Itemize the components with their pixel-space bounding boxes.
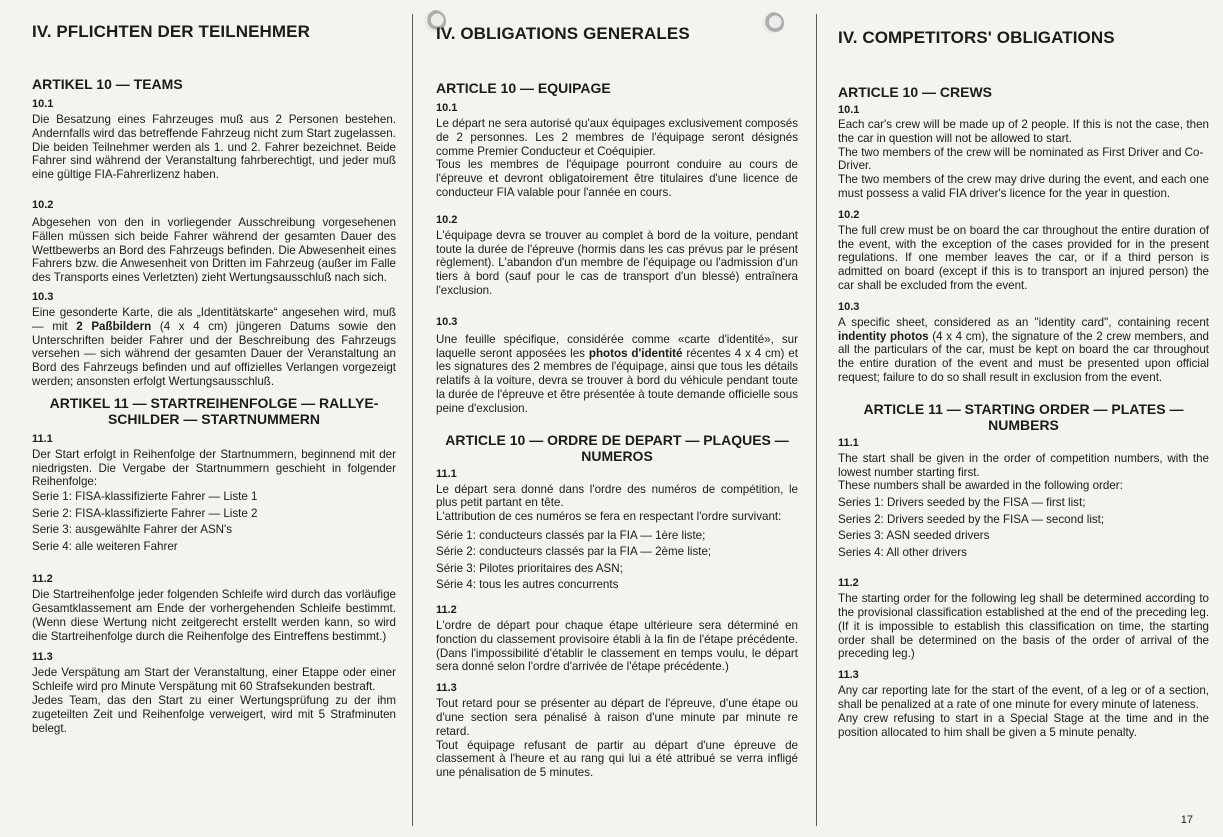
bold-term: photos d'identité xyxy=(588,346,683,360)
section-title: IV. COMPETITORS' OBLIGATIONS xyxy=(838,28,1115,47)
article-11-title: ARTICLE 11 — STARTING ORDER — PLATES — NUMBERS xyxy=(863,400,1184,433)
subsection-number: 10.2 xyxy=(838,208,860,221)
article-11-title: ARTIKEL 11 — STARTREIHENFOLGE — RALLYE- SCHILDER — STARTNUMMERN xyxy=(49,394,379,427)
paragraph: Der Start erfolgt in Reihenfolge der Startnummern, beginnend mit der niedrigsten. Die Vergabe der Startnummern geschieht in folgender Reihenfolge: xyxy=(32,447,396,489)
list-item: Series 2: Drivers seeded by the FISA — second list; xyxy=(838,512,1105,526)
subsection-number: 11.2 xyxy=(838,577,859,590)
paragraph: L'attribution de ces numéros se fera en respectant l'ordre survivant: xyxy=(436,510,782,524)
column-divider-right xyxy=(816,14,817,826)
subsection-number: 10.3 xyxy=(436,315,458,328)
paragraph: Tout retard pour se présenter au départ de l'épreuve, d'une étape ou d'une section sera pénalisé à raison d'une minute par minute re retard. xyxy=(436,697,798,738)
list-item: Serie 3: ausgewählte Fahrer der ASN's xyxy=(32,523,233,537)
article-10-title: ARTIKEL 10 — TEAMS xyxy=(32,76,183,92)
list-item: Serie 2: FISA-klassifizierte Fahrer — Liste 2 xyxy=(32,506,258,520)
list-item: Série 4: tous les autres concurrents xyxy=(436,578,619,592)
subsection-number: 10.3 xyxy=(32,290,54,303)
paragraph: Abgesehen von den in vorliegender Ausschreibung vorgesehenen Fällen müssen sich beide Fahrer während der gesamten Dauer des Wettbewerbs an Bord des Fahrzeugs befinden. Die Abwesenheit eines Fahrers bzw. die Anwesenheit von Dritten im Fahrzeug (außer im Falle des Transports eines Verletzten) zieht Wertungsausschluß nach sich. xyxy=(32,215,396,285)
list-item: Series 4: All other drivers xyxy=(838,545,967,559)
subsection-number: 10.1 xyxy=(436,102,458,114)
article-11-title: ARTICLE 10 — ORDRE DE DEPART — PLAQUES — NUMEROS xyxy=(445,431,789,464)
list-item: Serie 4: alle weiteren Fahrer xyxy=(32,539,178,553)
list-item: Série 1: conducteurs classés par la FIA — 1ère liste; xyxy=(436,528,706,542)
paragraph: These numbers shall be awarded in the following order: xyxy=(838,479,1123,493)
list-item: Series 1: Drivers seeded by the FISA — first list; xyxy=(838,496,1086,510)
subsection-number: 11.1 xyxy=(32,432,53,445)
paragraph: The two members of the crew may drive during the event, and each one must possess a valid FIA driver's licence for the year in question. xyxy=(838,173,1209,200)
list-item: Série 2: conducteurs classés par la FIA — 2ème liste; xyxy=(436,545,712,559)
paragraph: Die beiden Teilnehmer werden als 1. und 2. Fahrer bezeichnet. Beide Fahrer sind während der Veranstaltung fahrberechtigt, und jeder muß eine gültige FIA-Fahrerlizenz haben. xyxy=(32,140,396,182)
paragraph: Each car's crew will be made up of 2 people. If this is not the case, then the car in question will not be allowed to start. xyxy=(838,118,1209,145)
paragraph: Une feuille spécifique, considérée comme «carte d'identité», sur laquelle seront apposées les photos d'identité récentes 4 x 4 cm) et les signatures des 2 membres de l'équipage, ainsi que tous les détails relatifs à la voiture, devra se trouver à bord du véhicule pendant toute la durée de l'épreuve et être présentée à toute demande officielle sous peine d'exclusion. xyxy=(436,332,798,415)
paragraph: Jedes Team, das den Start zu einer Wertungsprüfung zu der ihm zugeteilten Zeit und Reihenfolge verweigert, wird mit 5 Strafminuten belegt. xyxy=(32,693,396,735)
article-10-title: ARTICLE 10 — EQUIPAGE xyxy=(436,80,611,96)
series-list xyxy=(838,495,1209,561)
series-list xyxy=(436,528,798,594)
page-number: 17 xyxy=(1180,814,1193,826)
series-list xyxy=(32,489,396,555)
bold-term: 2 Paßbildern xyxy=(76,319,152,333)
paragraph: Tous les membres de l'équipage pourront conduire au cours de l'épreuve et devront obligatoirement être titulaires d'une licence de conducteur FIA valable pour l'année en cours. xyxy=(436,158,798,199)
paragraph: L'équipage devra se trouver au complet à bord de la voiture, pendant toute la durée de l'épreuve (hormis dans les cas prévus par le présent règlement). L'abandon d'un membre de l'équipage ou l'admission d'un tiers à bord (sauf pour le cas de transport d'un blessé) entraînera l'exclusion. xyxy=(436,228,798,297)
subsection-number: 10.2 xyxy=(436,213,458,226)
subsection-number: 10.1 xyxy=(32,98,54,110)
subsection-number: 11.2 xyxy=(32,573,53,586)
column-divider-left xyxy=(412,14,413,826)
paragraph: The start shall be given in the order of competition numbers, with the lowest number starting first. xyxy=(838,451,1209,479)
list-item: Série 3: Pilotes prioritaires des ASN; xyxy=(436,561,623,575)
subsection-number: 11.3 xyxy=(838,669,859,682)
paragraph: The starting order for the following leg shall be determined according to the provisional classification established at the end of the preceding leg. (If it is impossible to establish this classification on time, the starting order shall be determined on the basis of the order of arrival of the preceding leg.) xyxy=(838,592,1209,661)
paragraph: The full crew must be on board the car throughout the entire duration of the event, with the exception of the cases provided for in the present regulations. If one member leaves the car, or if a third person is admitted on board (except if this is to transport an injured person) the car shall be excluded from the event. xyxy=(838,223,1209,292)
paragraph: Die Besatzung eines Fahrzeuges muß aus 2 Personen bestehen. Andernfalls wird das betreffende Fahrzeug nicht zum Start zugelassen. xyxy=(32,113,396,140)
subsection-number: 10.3 xyxy=(838,300,860,313)
column-german xyxy=(0,0,410,837)
paragraph: Any crew refusing to start in a Special Stage at the time and in the position allocated to him shall be given a 5 minute penalty. xyxy=(838,711,1209,739)
subsection-number: 11.3 xyxy=(436,682,457,695)
paragraph: Any car reporting late for the start of the event, of a leg or of a section, shall be penalized at a rate of one minute for every minute of lateness. xyxy=(838,684,1209,711)
list-item: Series 3: ASN seeded drivers xyxy=(838,529,990,543)
column-french xyxy=(414,0,814,837)
subsection-number: 10.2 xyxy=(32,198,54,211)
section-title: IV. PFLICHTEN DER TEILNEHMER xyxy=(32,22,310,41)
article-10-title: ARTICLE 10 — CREWS xyxy=(838,84,993,100)
bold-term: indentity photos xyxy=(838,329,929,343)
column-english xyxy=(818,0,1223,837)
paragraph: A specific sheet, considered as an "identity card", containing recent indentity photos (4 x 4 cm), the signature of the 2 crew members, and all the particulars of the car, must be kept on board the car throughout the entire duration of the event and must be presented upon official request; failure to do so shall result in exclusion from the event. xyxy=(838,315,1209,384)
paragraph: L'ordre de départ pour chaque étape ultérieure sera déterminé en fonction du classement provisoire établi à la fin de l'étape précédente. (Dans l'impossibilité d'établir le classement en temps voulu, le départ sera donné selon l'ordre d'arrivée de l'étape précédente.) xyxy=(436,618,798,674)
paragraph: Die Startreihenfolge jeder folgenden Schleife wird durch das vorläufige Gesamtklassement am Ende der vorhergehenden Schleife bestimmt. (Wenn diese Wertung nicht zeitgerecht erstellt werden kann, so wird die Startreihenfolge durch die Reihenfolge des Eintreffens bestimmt.) xyxy=(32,588,396,643)
paragraph: Le départ ne sera autorisé qu'aux équipages exclusivement composés de 2 personnes. Les 2 membres de l'équipage seront désignés comme Premier Conducteur et Coéquipier. xyxy=(436,117,798,158)
subsection-number: 11.2 xyxy=(436,603,457,616)
subsection-number: 11.1 xyxy=(436,467,457,480)
subsection-number: 11.1 xyxy=(838,436,859,449)
paragraph: Jede Verspätung am Start der Veranstaltung, einer Etappe oder einer Schleife wird pro Minute Verspätung mit 60 Strafsekunden bestraft. xyxy=(32,666,396,694)
subsection-number: 11.3 xyxy=(32,651,53,664)
paragraph: Eine gesonderte Karte, die als „Identitätskarte“ angesehen wird, muß — mit 2 Paßbildern (4 x 4 cm) jüngeren Datums sowie den Unterschriften beider Fahrer und der Beschreibung des Fahrzeugs versehen — sich während der gesamten Dauer der Veranstaltung an Bord des Fahrzeugs befinden und auf offizielles Verlangen vorgezeigt werden; ansonsten erfolgt Wertungsausschluß. xyxy=(32,305,396,388)
subsection-number: 10.1 xyxy=(838,104,860,116)
paragraph: Le départ sera donné dans l'ordre des numéros de compétition, le plus petit partant en tête. xyxy=(436,482,798,510)
list-item: Serie 1: FISA-klassifizierte Fahrer — Liste 1 xyxy=(32,490,258,504)
paragraph: Tout équipage refusant de partir au départ d'une épreuve de classement à l'heure et au rang qui lui a été attribué se verra infligé une pénalisation de 5 minutes. xyxy=(436,738,798,780)
paragraph: The two members of the crew will be nominated as First Driver and Co-Driver. xyxy=(838,145,1204,173)
section-title: IV. OBLIGATIONS GENERALES xyxy=(436,24,690,43)
